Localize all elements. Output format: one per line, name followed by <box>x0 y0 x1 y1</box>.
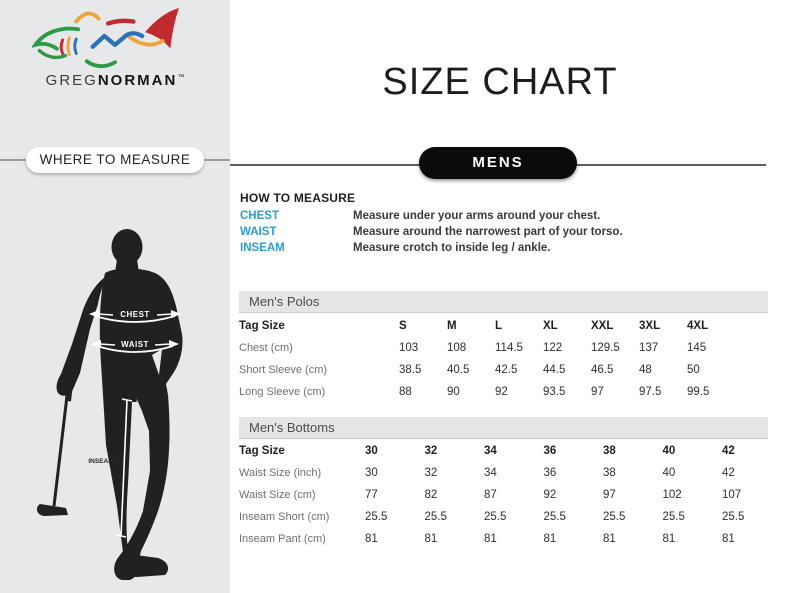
table-cell: 114.5 <box>495 342 523 354</box>
golfer-silhouette <box>25 205 215 580</box>
table-cell: 129.5 <box>591 342 620 354</box>
table-cell: 42 <box>722 467 735 479</box>
table-row <box>239 337 779 359</box>
table-header-row <box>239 315 779 337</box>
column-header: 3XL <box>639 320 661 332</box>
column-header: XXL <box>591 320 614 332</box>
table-cell: 42.5 <box>495 364 518 376</box>
figure-chest-label: CHEST <box>120 310 150 319</box>
table-cell: 145 <box>687 342 707 354</box>
divider-line-left <box>0 159 26 161</box>
table-cell: 107 <box>722 489 742 501</box>
table-cell: 81 <box>722 533 735 545</box>
table-cell: 25.5 <box>603 511 626 523</box>
table-cell: 92 <box>495 386 508 398</box>
table-cell: 36 <box>543 467 557 479</box>
table-cell: 44.5 <box>543 364 566 376</box>
column-header: 36 <box>543 445 557 457</box>
table-cell: 32 <box>424 467 438 479</box>
figure-inseam-label: INSEAM <box>88 458 114 465</box>
table-cell: 122 <box>543 342 563 354</box>
column-header: M <box>447 320 457 332</box>
measure-description: Measure under your arms around your chest. <box>353 210 601 222</box>
row-label: Waist Size (inch) <box>239 467 322 479</box>
table-cell: 25.5 <box>722 511 745 523</box>
where-to-measure-label: WHERE TO MEASURE <box>26 147 205 173</box>
table-cell: 97 <box>603 489 616 501</box>
row-label: Waist Size (cm) <box>239 489 316 501</box>
figure-waist-label: WAIST <box>121 340 149 349</box>
measure-item <box>240 208 768 224</box>
brand-name-bold: NORMAN <box>97 72 178 89</box>
table-row <box>239 528 779 550</box>
row-label: Inseam Short (cm) <box>239 511 330 523</box>
row-label: Inseam Pant (cm) <box>239 533 326 545</box>
table-cell: 81 <box>662 533 676 545</box>
table-cell: 38 <box>603 467 616 479</box>
table-cell: 30 <box>365 467 378 479</box>
table-cell: 46.5 <box>591 364 614 376</box>
table-cell: 97 <box>591 386 604 398</box>
table-cell: 108 <box>447 342 467 354</box>
table-row <box>239 381 779 403</box>
row-label: Short Sleeve (cm) <box>239 364 328 376</box>
table-row <box>239 484 779 506</box>
table-cell: 25.5 <box>424 511 447 523</box>
table-cell: 93.5 <box>543 386 566 398</box>
column-header: L <box>495 320 503 332</box>
measure-description: Measure around the narrowest part of your torso. <box>353 226 623 238</box>
table-cell: 40.5 <box>447 364 470 376</box>
table-cell: 99.5 <box>687 386 710 398</box>
column-header: 32 <box>424 445 438 457</box>
table-cell: 90 <box>447 386 460 398</box>
polos-section-header: Men's Polos <box>239 291 768 313</box>
table-cell: 88 <box>399 386 412 398</box>
brand-name-regular: GREG <box>45 72 98 89</box>
table-cell: 50 <box>687 364 700 376</box>
column-header: Tag Size <box>239 445 285 457</box>
table-header-row <box>239 440 779 462</box>
column-header: S <box>399 320 407 332</box>
table-cell: 81 <box>543 533 557 545</box>
row-label: Long Sleeve (cm) <box>239 386 326 398</box>
column-header: 30 <box>365 445 378 457</box>
where-to-measure-row <box>0 147 230 173</box>
table-cell: 77 <box>365 489 378 501</box>
table-row <box>239 359 779 381</box>
table-cell: 81 <box>365 533 378 545</box>
column-header: 38 <box>603 445 616 457</box>
measure-description: Measure crotch to inside leg / ankle. <box>353 242 551 254</box>
row-label: Chest (cm) <box>239 342 293 354</box>
column-header: 4XL <box>687 320 709 332</box>
tab-mens[interactable]: MENS <box>419 147 577 179</box>
how-to-measure-section <box>240 191 768 256</box>
sidebar <box>0 0 230 593</box>
table-cell: 87 <box>484 489 497 501</box>
column-header: XL <box>543 320 558 332</box>
measure-item <box>240 240 768 256</box>
table-cell: 81 <box>484 533 497 545</box>
how-to-measure-heading: HOW TO MEASURE <box>240 191 356 205</box>
column-header: 42 <box>722 445 735 457</box>
measure-term: INSEAM <box>240 242 285 254</box>
brand-logo <box>0 6 230 89</box>
table-row <box>239 462 779 484</box>
table-row <box>239 506 779 528</box>
table-cell: 40 <box>662 467 676 479</box>
table-cell: 103 <box>399 342 419 354</box>
table-cell: 97.5 <box>639 386 662 398</box>
table-cell: 25.5 <box>365 511 388 523</box>
column-header: Tag Size <box>239 320 285 332</box>
table-cell: 81 <box>424 533 438 545</box>
table-cell: 137 <box>639 342 659 354</box>
polos-table <box>239 315 779 403</box>
shark-logo-icon <box>32 6 198 70</box>
column-header: 34 <box>484 445 497 457</box>
table-cell: 25.5 <box>484 511 507 523</box>
table-cell: 38.5 <box>399 364 422 376</box>
measure-term: CHEST <box>240 210 279 222</box>
table-cell: 92 <box>543 489 557 501</box>
brand-wordmark <box>0 72 230 89</box>
measure-item <box>240 224 768 240</box>
measure-term: WAIST <box>240 226 277 238</box>
bottoms-section-header: Men's Bottoms <box>239 417 768 439</box>
table-cell: 34 <box>484 467 497 479</box>
page-title: SIZE CHART <box>382 61 618 104</box>
bottoms-table <box>239 440 779 550</box>
divider-line-right <box>204 159 230 161</box>
table-cell: 25.5 <box>662 511 685 523</box>
table-cell: 81 <box>603 533 616 545</box>
column-header: 40 <box>662 445 676 457</box>
table-cell: 48 <box>639 364 652 376</box>
trademark-symbol: ™ <box>177 74 185 81</box>
table-cell: 25.5 <box>543 511 566 523</box>
table-cell: 102 <box>662 489 682 501</box>
table-cell: 82 <box>424 489 438 501</box>
